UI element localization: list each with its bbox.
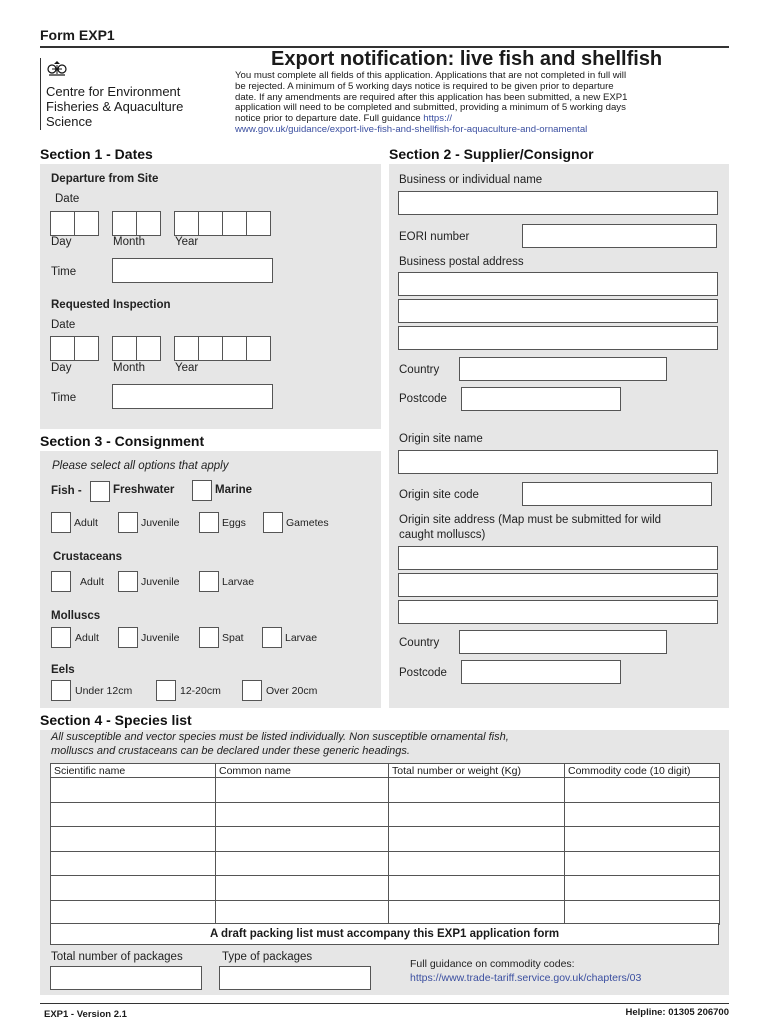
requested-day-2[interactable] [74,336,99,361]
table-cell[interactable] [51,778,216,803]
table-row [51,778,720,803]
origin-postcode-input[interactable] [461,660,621,684]
table-cell[interactable] [565,851,720,876]
table-cell[interactable] [216,851,389,876]
table-cell[interactable] [51,851,216,876]
table-row [51,827,720,852]
origin-address-line2[interactable] [398,573,718,597]
eel-over-20cm-checkbox[interactable] [242,680,262,701]
origin-postcode-label: Postcode [399,667,447,679]
departure-year-3[interactable] [222,211,247,236]
eels-heading: Eels [51,664,75,676]
requested-heading: Requested Inspection [51,299,171,311]
species-note-line1: All susceptible and vector species must be listed individually. Non susceptible ornamental fish, [51,731,509,743]
origin-address-line1[interactable] [398,546,718,570]
table-cell[interactable] [216,827,389,852]
departure-day-1[interactable] [50,211,75,236]
origin-site-name-input[interactable] [398,450,718,474]
table-cell[interactable] [389,802,565,827]
crustacean-juvenile-checkbox[interactable] [118,571,138,592]
table-cell[interactable] [51,802,216,827]
crustacean-larvae-label: Larvae [222,576,255,588]
table-cell[interactable] [565,778,720,803]
origin-site-code-input[interactable] [522,482,712,506]
table-cell[interactable] [565,876,720,901]
origin-address-line3[interactable] [398,600,718,624]
departure-month-1[interactable] [112,211,137,236]
departure-year-1[interactable] [174,211,199,236]
species-table-header [51,764,720,778]
departure-date-label: Date [55,193,80,205]
total-packages-label: Total number of packages [51,951,183,963]
departure-heading: Departure from Site [51,173,159,185]
section1-title: Section 1 - Dates [40,146,153,162]
requested-day-label: Day [51,362,72,374]
departure-month-2[interactable] [136,211,161,236]
eel-under-12cm-label: Under 12cm [75,685,133,697]
requested-year-2[interactable] [198,336,223,361]
origin-site-address-label-1: Origin site address (Map must be submitted for wild [399,514,662,526]
requested-year-1[interactable] [174,336,199,361]
type-packages-label: Type of packages [222,951,313,963]
supplier-postcode-label: Postcode [399,393,447,405]
org-name-line2: Fisheries & Aquaculture [46,99,184,114]
eel-under-12cm-checkbox[interactable] [51,680,71,701]
eel-12-20cm-label: 12-20cm [180,685,221,697]
departure-day-2[interactable] [74,211,99,236]
section2-title: Section 2 - Supplier/Consignor [389,146,594,162]
supplier-postcode-input[interactable] [461,387,621,411]
table-cell[interactable] [565,900,720,925]
org-name-line1: Centre for Environment [46,84,181,99]
fish-adult-label: Adult [74,517,98,529]
table-row [51,876,720,901]
fish-label: Fish - [51,485,82,497]
table-cell[interactable] [216,900,389,925]
requested-day-1[interactable] [50,336,75,361]
fish-juvenile-checkbox[interactable] [118,512,138,533]
fish-marine-checkbox[interactable] [192,480,212,501]
org-name-line3: Science [46,114,93,129]
fish-freshwater-label: Freshwater [113,484,175,496]
draft-packing-notice: A draft packing list must accompany this EXP1 application form [50,923,719,945]
commodity-guidance-link[interactable]: https://www.trade-tariff.service.gov.uk/chapters/03 [410,972,642,984]
consignment-instruction: Please select all options that apply [52,460,229,472]
table-cell[interactable] [51,900,216,925]
table-cell[interactable] [51,827,216,852]
royal-crest-icon [46,60,68,78]
departure-day-label: Day [51,236,72,248]
commodity-guidance-label: Full guidance on commodity codes: [410,958,575,970]
origin-site-name-label: Origin site name [399,433,483,445]
fish-freshwater-checkbox[interactable] [90,481,110,502]
mollusc-spat-checkbox[interactable] [199,627,219,648]
col-scientific-name: Scientific name [51,764,216,778]
supplier-country-input[interactable] [459,357,667,381]
eel-12-20cm-checkbox[interactable] [156,680,176,701]
footer-rule [40,1003,729,1004]
eori-input[interactable] [522,224,717,248]
requested-year-label: Year [175,362,199,374]
crustacean-adult-label: Adult [80,576,104,588]
col-total-number: Total number or weight (Kg) [389,764,565,778]
postal-address-line2[interactable] [398,299,718,323]
departure-year-label: Year [175,236,199,248]
table-cell[interactable] [565,802,720,827]
crustacean-adult-checkbox[interactable] [51,571,71,592]
species-table [50,763,720,925]
molluscs-heading: Molluscs [51,610,101,622]
table-cell[interactable] [216,802,389,827]
fish-marine-label: Marine [215,484,253,496]
mollusc-juvenile-label: Juvenile [141,632,180,644]
table-cell[interactable] [389,827,565,852]
postal-address-line3[interactable] [398,326,718,350]
table-cell[interactable] [389,851,565,876]
crustacean-juvenile-label: Juvenile [141,576,180,588]
supplier-country-label: Country [399,364,440,376]
guidance-link-part1[interactable]: https:// [423,113,453,125]
guidance-link-part2[interactable]: www.gov.uk/guidance/export-live-fish-and-shellfish-for-aquaculture-and-ornamental [235,123,588,135]
fish-gametes-label: Gametes [286,517,329,529]
fish-eggs-checkbox[interactable] [199,512,219,533]
postal-address-line1[interactable] [398,272,718,296]
table-cell[interactable] [389,778,565,803]
table-cell[interactable] [216,876,389,901]
fish-adult-checkbox[interactable] [51,512,71,533]
business-name-label: Business or individual name [399,174,543,186]
requested-time-input[interactable] [112,384,273,409]
requested-month-label: Month [113,362,145,374]
mollusc-juvenile-checkbox[interactable] [118,627,138,648]
col-commodity-code: Commodity code (10 digit) [565,764,720,778]
origin-country-label: Country [399,637,440,649]
requested-month-2[interactable] [136,336,161,361]
section4-title: Section 4 - Species list [40,712,192,728]
fish-gametes-checkbox[interactable] [263,512,283,533]
crustaceans-heading: Crustaceans [53,551,123,563]
mollusc-adult-checkbox[interactable] [51,627,71,648]
table-row [51,900,720,925]
mollusc-larvae-checkbox[interactable] [262,627,282,648]
postal-address-label: Business postal address [399,256,524,268]
table-cell[interactable] [565,827,720,852]
table-cell[interactable] [389,900,565,925]
section2-divider [381,420,389,428]
requested-month-1[interactable] [112,336,137,361]
requested-year-3[interactable] [222,336,247,361]
table-cell[interactable] [216,778,389,803]
departure-time-label: Time [51,266,77,278]
table-row [51,802,720,827]
species-note-line2: molluscs and crustaceans can be declared under these generic headings. [51,745,410,757]
table-cell[interactable] [389,876,565,901]
mollusc-larvae-label: Larvae [285,632,318,644]
requested-time-label: Time [51,392,77,404]
mollusc-spat-label: Spat [222,632,244,644]
fish-juvenile-label: Juvenile [141,517,180,529]
page-title: Export notification: live fish and shellfish [271,48,663,70]
table-cell[interactable] [51,876,216,901]
origin-country-input[interactable] [459,630,667,654]
departure-time-input[interactable] [112,258,273,283]
origin-site-address-label-2: caught molluscs) [399,529,486,541]
type-packages-input[interactable] [219,966,371,990]
business-name-input[interactable] [398,191,718,215]
form-id: Form EXP1 [40,27,115,43]
eel-over-20cm-label: Over 20cm [266,685,318,697]
eori-label: EORI number [399,231,470,243]
section3-title: Section 3 - Consignment [40,433,205,449]
requested-date-label: Date [51,319,76,331]
total-packages-input[interactable] [50,966,202,990]
col-common-name: Common name [216,764,389,778]
intro-text: You must complete all fields of this application. Applications that are not completed in full will be rejected. A minimum of 5 working days notice is required to be given prior to departure date. If any amendments are required after this application has been submitted, a new EXP1 application will need to be completed and submitted, providing a minimum of 5 working days notice prior to departure date. Full guidance https:// www.gov.uk/guidance/export-live-fish-and-shellfish-for-aquaculture-and-ornamental [235,71,720,136]
mollusc-adult-label: Adult [75,632,99,644]
fish-eggs-label: Eggs [222,517,246,529]
footer-helpline: Helpline: 01305 206700 [625,1007,729,1018]
table-row [51,851,720,876]
departure-month-label: Month [113,236,145,248]
org-logo-block [40,58,220,130]
departure-year-4[interactable] [246,211,271,236]
crustacean-larvae-checkbox[interactable] [199,571,219,592]
origin-site-code-label: Origin site code [399,489,479,501]
requested-year-4[interactable] [246,336,271,361]
footer-version: EXP1 - Version 2.1 [44,1009,127,1020]
departure-year-2[interactable] [198,211,223,236]
